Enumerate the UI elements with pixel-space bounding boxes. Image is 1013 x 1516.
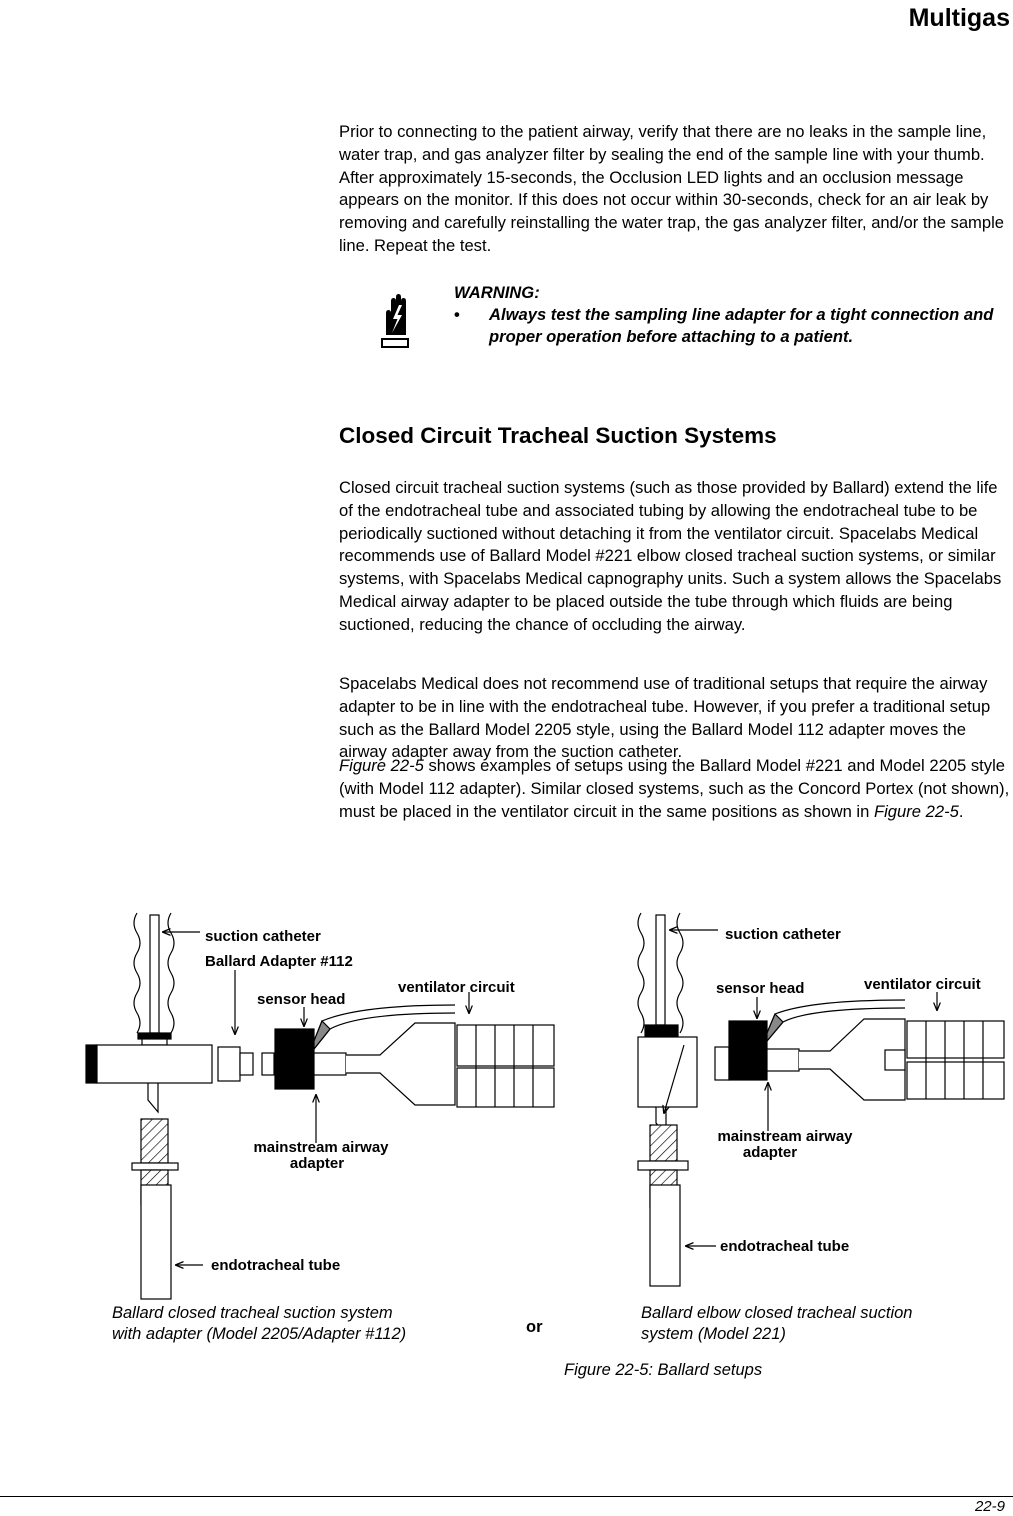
warning-block bbox=[380, 283, 1000, 373]
hand-warning-icon bbox=[380, 291, 410, 353]
right-mainstream-adapter bbox=[766, 1049, 799, 1071]
footer-rule bbox=[0, 1496, 1013, 1497]
label-left-adapter: adapter bbox=[289, 1155, 345, 1172]
warning-heading: WARNING: bbox=[454, 283, 540, 302]
left-ventilator-circuit bbox=[346, 1023, 455, 1105]
ballard-setups-figure bbox=[0, 895, 1013, 1385]
traditional-setup-paragraph: Spacelabs Medical does not recommend use of traditional setups that require the airway adapter to be in line with the endotracheal tube. However, if you prefer a traditional setup such as the Ballard Model 2205 style, using the Ballard Model 112 adapter moves the airway adapter away from the suction catheter. bbox=[339, 674, 991, 762]
label-right-endotracheal-tube: endotracheal tube bbox=[720, 1238, 850, 1255]
right-caption-line1: Ballard elbow closed tracheal suction bbox=[641, 1304, 913, 1322]
right-setup-diagram bbox=[638, 913, 1004, 1286]
figure-reference-text: shows examples of setups using the Ballard Model #221 and Model 2205 style (with Model 112 adapter). Similar closed systems, such as the Concord Portex (not shown), must be placed in the ventilator circuit in the same positions as shown in bbox=[339, 756, 1010, 821]
label-left-endotracheal-tube: endotracheal tube bbox=[211, 1257, 341, 1274]
page-header-title: Multigas bbox=[908, 4, 1010, 32]
left-t-body bbox=[96, 1045, 212, 1083]
left-sensor-head bbox=[275, 1029, 314, 1089]
right-catheter-sheath bbox=[638, 913, 644, 1033]
warning-bullet: • bbox=[454, 305, 460, 324]
figure-xref-link[interactable]: Figure 22-5 bbox=[339, 756, 424, 775]
left-mainstream-adapter bbox=[312, 1053, 346, 1075]
figure-caption: Figure 22-5: Ballard setups bbox=[564, 1361, 763, 1379]
left-suction-catheter bbox=[150, 915, 159, 1033]
warning-text: Always test the sampling line adapter for a tight connection and proper operation before attaching to a patient. bbox=[489, 305, 994, 347]
right-endotracheal-tube bbox=[650, 1185, 680, 1286]
label-left-sensor-head: sensor head bbox=[257, 991, 346, 1008]
figure-reference-paragraph bbox=[339, 755, 1011, 823]
left-catheter-sheath bbox=[134, 913, 140, 1033]
left-caption-line2: with adapter (Model 2205/Adapter #112) bbox=[112, 1325, 407, 1343]
left-caption-line1: Ballard closed tracheal suction system bbox=[112, 1304, 393, 1322]
right-elbow-body bbox=[638, 1037, 697, 1107]
label-left-ballard-adapter: Ballard Adapter #112 bbox=[205, 953, 353, 970]
label-left-ventilator-circuit: ventilator circuit bbox=[398, 979, 515, 996]
section-heading: Closed Circuit Tracheal Suction Systems bbox=[339, 423, 777, 448]
label-right-adapter: adapter bbox=[742, 1144, 798, 1161]
label-right-mainstream-airway: mainstream airway bbox=[717, 1128, 853, 1145]
leak-test-paragraph: Prior to connecting to the patient airway, verify that there are no leaks in the sample line, water trap, and gas analyzer filter by sealing the end of the sample line with your thumb. After approximately 15-seconds, the Occlusion LED lights and an occlusion message appears on the monitor. If this does not occur within 30-seconds, check for an air leak by removing and carefully reinstalling the water trap, the gas analyzer filter, and/or the sample line. Repeat the test. bbox=[339, 122, 1005, 255]
left-endotracheal-tube bbox=[141, 1185, 171, 1299]
figure-reference-end: . bbox=[958, 801, 964, 821]
closed-circuit-paragraph: Closed circuit tracheal suction systems (such as those provided by Ballard) extend the life of the endotracheal tube and associated tubing by allowing the endotracheal tube to be periodically suctioned without detaching it from the ventilator circuit. Spacelabs Medical recommends use of Ballard Model #221 elbow closed tracheal suction systems, or similar systems, with Spacelabs Medical capnography units. Such a system allows the Spacelabs Medical airway adapter to be placed outside the tube through which fluids are being suctioned, reducing the chance of occluding the airway. bbox=[339, 478, 1002, 634]
label-right-ventilator-circuit: ventilator circuit bbox=[864, 976, 981, 993]
right-sensor-head bbox=[729, 1021, 767, 1080]
label-left-suction-catheter: suction catheter bbox=[205, 928, 321, 945]
label-right-sensor-head: sensor head bbox=[716, 980, 805, 997]
left-ballard-adapter bbox=[218, 1047, 240, 1081]
label-right-suction-catheter: suction catheter bbox=[725, 926, 841, 943]
right-suction-catheter bbox=[656, 915, 665, 1025]
figure-xref-link-2[interactable]: Figure 22-5 bbox=[873, 801, 959, 821]
page-number: 22-9 bbox=[974, 1498, 1005, 1515]
label-left-mainstream-airway: mainstream airway bbox=[253, 1139, 389, 1156]
right-caption-line2: system (Model 221) bbox=[641, 1325, 786, 1343]
left-setup-diagram bbox=[86, 913, 554, 1299]
or-label: or bbox=[526, 1318, 543, 1336]
